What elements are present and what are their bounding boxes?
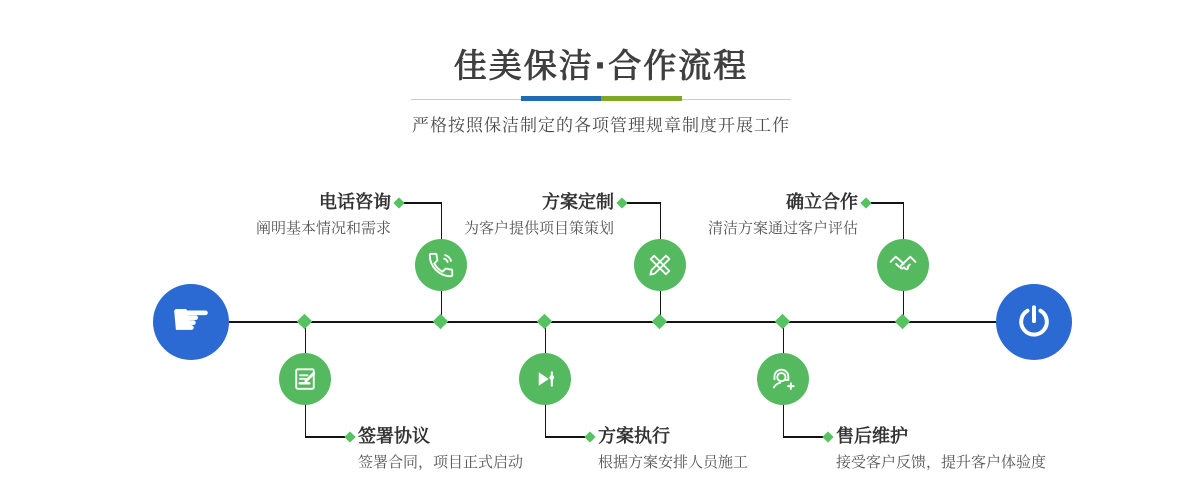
step-title: 确立合作 bbox=[786, 192, 858, 213]
label-diamond bbox=[393, 197, 404, 208]
step-desc: 签署合同，项目正式启动 bbox=[358, 453, 524, 471]
label-diamond bbox=[616, 197, 627, 208]
step-desc: 为客户提供项目策策划 bbox=[463, 219, 614, 237]
connector bbox=[626, 202, 661, 204]
timeline-diamond bbox=[775, 314, 791, 330]
step-label bbox=[598, 426, 748, 471]
step-title: 签署协议 bbox=[358, 426, 430, 447]
timeline-line bbox=[229, 321, 996, 323]
connector bbox=[783, 436, 825, 438]
label-diamond bbox=[860, 197, 871, 208]
power-icon bbox=[1014, 302, 1054, 342]
step-circle bbox=[415, 239, 467, 291]
label-diamond bbox=[822, 431, 833, 442]
step-desc: 接受客户反馈，提升客户体验度 bbox=[836, 453, 1047, 471]
label-diamond bbox=[344, 431, 355, 442]
step-desc: 清洁方案通过客户评估 bbox=[707, 219, 858, 237]
step-title: 方案执行 bbox=[598, 426, 670, 447]
label-diamond bbox=[584, 431, 595, 442]
step-label bbox=[836, 426, 1046, 471]
step-title: 售后维护 bbox=[836, 426, 908, 447]
timeline-diamond bbox=[652, 314, 668, 330]
step-title: 方案定制 bbox=[542, 192, 614, 213]
step-label bbox=[708, 192, 858, 237]
divider-accent-blue bbox=[521, 96, 601, 101]
step-desc: 阐明基本情况和需求 bbox=[255, 219, 391, 237]
timeline-diamond bbox=[433, 314, 449, 330]
page-subtitle: 严格按照保洁制定的各项管理规章制度开展工作 bbox=[412, 116, 790, 136]
connector bbox=[305, 436, 347, 438]
step-circle bbox=[279, 353, 331, 405]
page-title: 佳美保洁·合作流程 bbox=[453, 46, 749, 85]
play-execute-icon bbox=[530, 364, 560, 394]
step-label bbox=[358, 426, 523, 471]
headset-support-icon bbox=[767, 363, 799, 395]
timeline-diamond bbox=[297, 314, 313, 330]
timeline-diamond bbox=[537, 314, 553, 330]
connector bbox=[545, 436, 587, 438]
pointing-hand-icon: ☛ bbox=[170, 292, 212, 346]
step-circle bbox=[519, 353, 571, 405]
connector bbox=[403, 202, 442, 204]
step-label bbox=[256, 192, 391, 237]
end-circle bbox=[996, 284, 1072, 360]
pencil-ruler-icon bbox=[645, 250, 675, 280]
divider-accent-green bbox=[601, 96, 682, 101]
phone-call-icon bbox=[426, 250, 456, 280]
step-desc: 根据方案安排人员施工 bbox=[598, 453, 749, 471]
timeline-diamond bbox=[895, 314, 911, 330]
step-circle bbox=[634, 239, 686, 291]
step-title: 电话咨询 bbox=[319, 192, 391, 213]
step-circle bbox=[877, 239, 929, 291]
sign-document-icon bbox=[290, 364, 320, 394]
start-circle bbox=[153, 284, 229, 360]
step-circle bbox=[757, 353, 809, 405]
handshake-icon bbox=[887, 249, 919, 281]
step-label bbox=[464, 192, 614, 237]
connector bbox=[870, 202, 904, 204]
